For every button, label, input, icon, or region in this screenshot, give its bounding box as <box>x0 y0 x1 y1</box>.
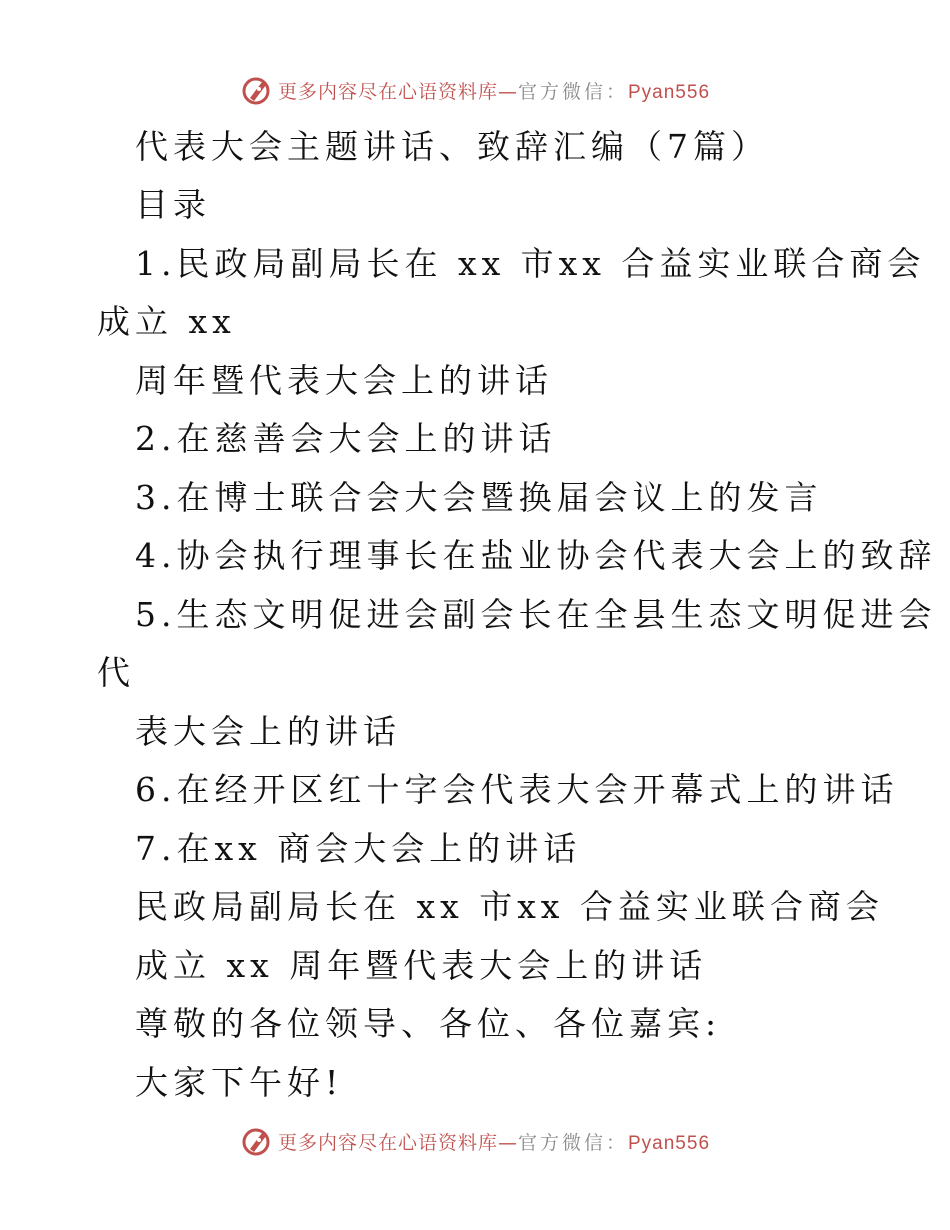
toc-item-5-line-2: 代 <box>97 653 135 692</box>
watermark-wechat-label: 官方微信： <box>517 1131 628 1154</box>
footer-watermark <box>0 1121 950 1161</box>
toc-item-1-line-1: 1.民政局副局长在 xx 市xx 合益实业联合商会 <box>135 244 926 283</box>
toc-item-6: 6.在经开区红十字会代表大会开幕式上的讲话 <box>135 770 899 809</box>
watermark-dash: — <box>497 1131 518 1154</box>
pen-nib-circle-icon <box>240 1125 272 1157</box>
watermark-text <box>278 1128 710 1155</box>
header-watermark <box>0 70 950 110</box>
toc-item-3: 3.在博士联合会大会暨换届会议上的发言 <box>135 478 823 517</box>
toc-item-1-line-2: 成立 xx <box>97 302 236 341</box>
watermark-wechat-label: 官方微信： <box>517 80 628 103</box>
speech-greeting: 大家下午好! <box>135 1063 344 1102</box>
speech-salutation: 尊敬的各位领导、各位、各位嘉宾: <box>135 1004 722 1043</box>
speech-title-line-1: 民政局副局长在 xx 市xx 合益实业联合商会 <box>135 887 884 926</box>
watermark-wechat-id: Pyan556 <box>628 1132 711 1154</box>
toc-item-7: 7.在xx 商会大会上的讲话 <box>135 829 582 868</box>
pen-nib-circle-icon <box>240 74 272 106</box>
watermark-brand: 更多内容尽在心语资料库 <box>277 1131 498 1154</box>
toc-item-5-line-3: 表大会上的讲话 <box>135 712 401 751</box>
toc-item-4: 4.协会执行理事长在盐业协会代表大会上的致辞 <box>135 536 937 575</box>
toc-heading: 目录 <box>135 185 211 224</box>
document-title: 代表大会主题讲话、致辞汇编（7篇） <box>135 127 769 166</box>
watermark-dash: — <box>497 80 518 103</box>
toc-item-2: 2.在慈善会大会上的讲话 <box>135 419 557 458</box>
watermark-wechat-id: Pyan556 <box>628 81 711 103</box>
toc-item-1-line-3: 周年暨代表大会上的讲话 <box>135 361 553 400</box>
watermark-brand: 更多内容尽在心语资料库 <box>277 80 498 103</box>
watermark-text <box>278 77 710 104</box>
speech-title-line-2: 成立 xx 周年暨代表大会上的讲话 <box>135 946 708 985</box>
toc-item-5-line-1: 5.生态文明促进会副会长在全县生态文明促进会 <box>135 595 937 634</box>
